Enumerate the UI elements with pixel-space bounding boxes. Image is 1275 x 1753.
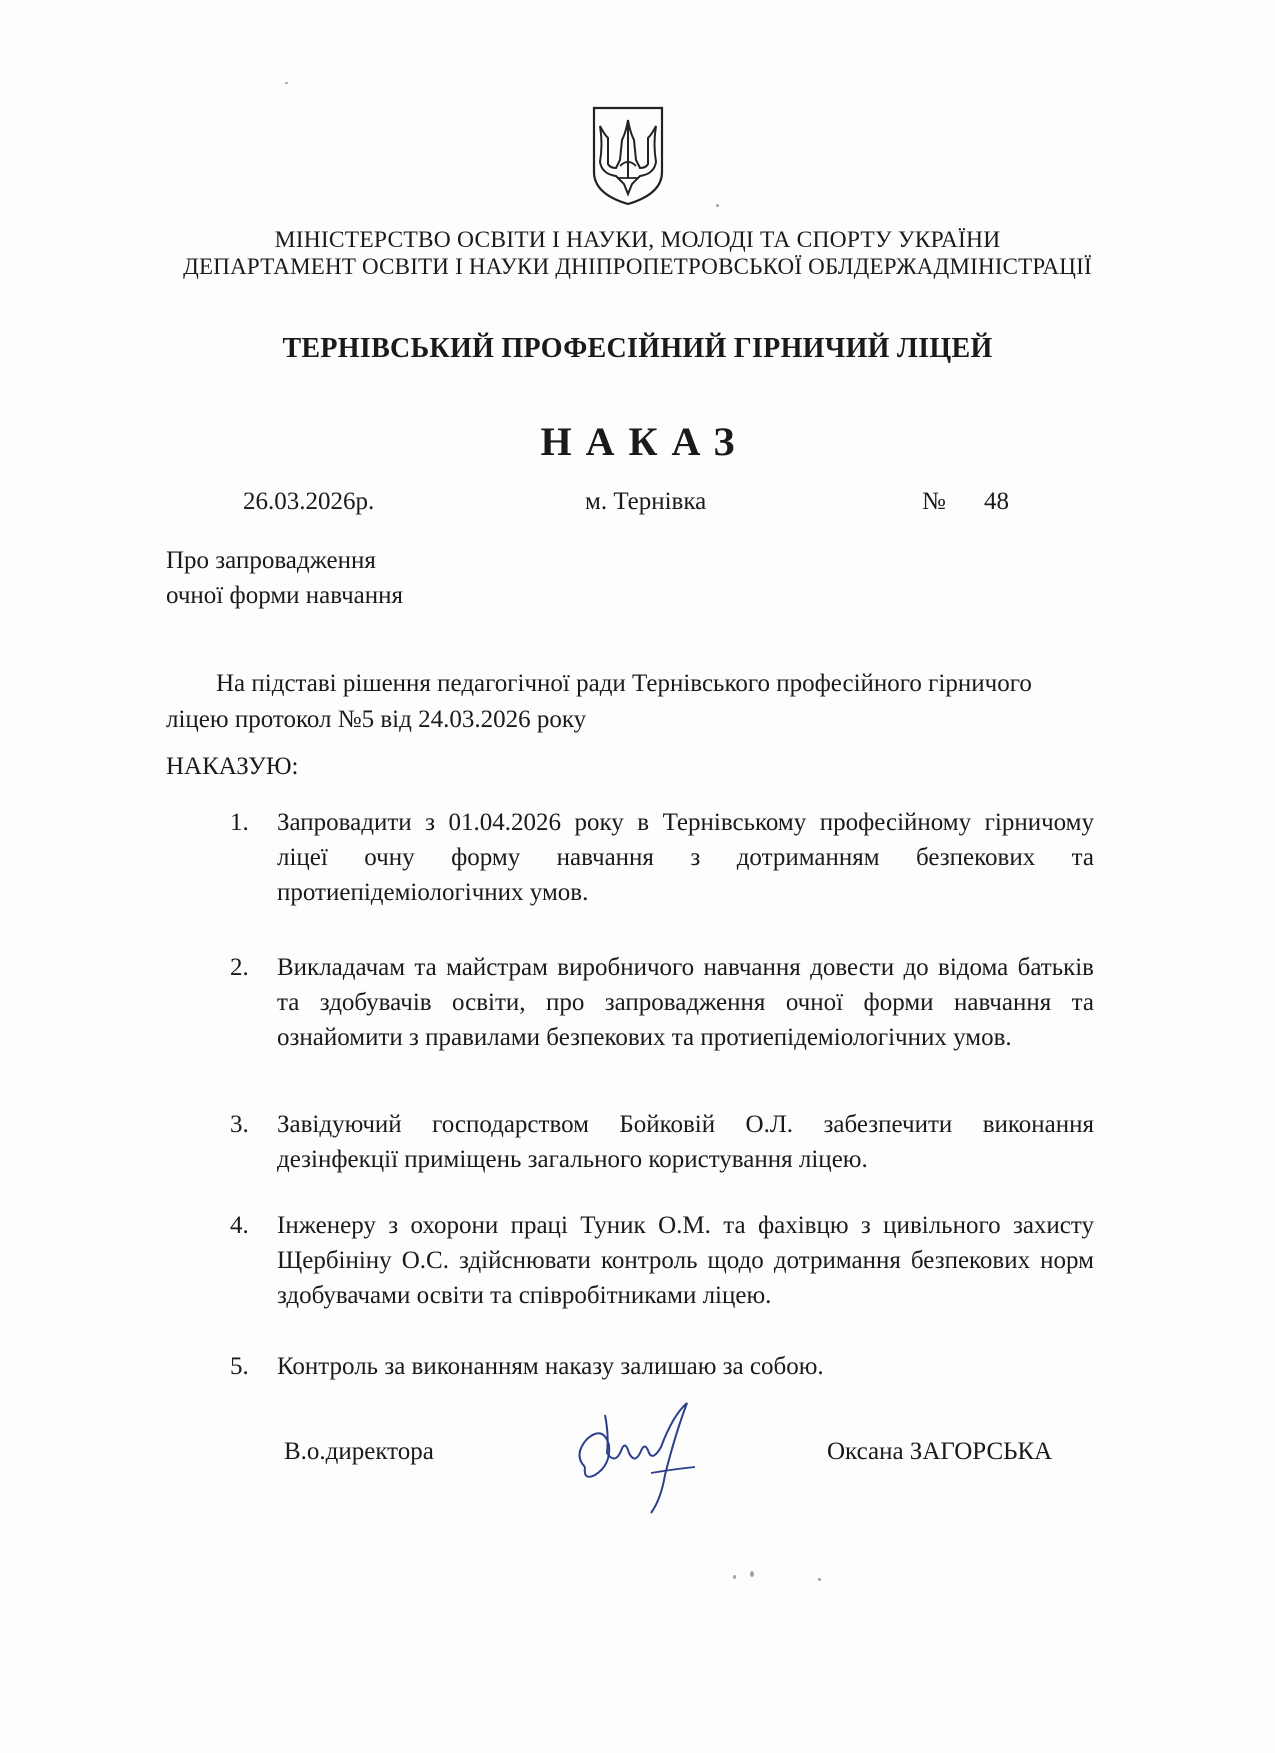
department-title: ДЕПАРТАМЕНТ ОСВІТИ І НАУКИ ДНІПРОПЕТРОВСЬКОЇ ОБЛДЕРЖАДМІНІСТРАЦІЇ <box>183 254 1092 279</box>
scan-speck <box>733 1575 736 1579</box>
signatory-role: В.о.директора <box>284 1438 434 1465</box>
item-number: 4. <box>230 1212 249 1239</box>
order-item <box>230 805 1094 910</box>
order-preamble <box>166 666 1086 738</box>
item-text: Викладачам та майстрам виробничого навчання довести до відома батьків та здобувачів освіти, про запровадження очної форми навчання та ознайомити з правилами безпекових та протиепідеміологічних умов. <box>277 954 1094 1051</box>
handwritten-signature <box>565 1395 715 1515</box>
subject-line-2: очної форми навчання <box>166 582 404 609</box>
item-number: 5. <box>230 1353 249 1380</box>
scan-speck <box>750 1571 754 1577</box>
order-directive-word: НАКАЗУЮ: <box>166 753 299 780</box>
ministry-title: МІНІСТЕРСТВО ОСВІТИ І НАУКИ, МОЛОДІ ТА СПОРТУ УКРАЇНИ <box>274 227 1001 253</box>
order-date: 26.03.2026р. <box>243 488 375 515</box>
order-number: 48 <box>984 488 1009 515</box>
item-text: Завідуючий господарством Бойковій О.Л. забезпечити виконання дезінфекції приміщень загального користування ліцею. <box>277 1111 1094 1173</box>
item-number: 2. <box>230 954 249 981</box>
order-item <box>230 950 1094 1055</box>
scan-speck <box>716 204 719 207</box>
order-item <box>230 1349 1094 1384</box>
item-text: Контроль за виконанням наказу залишаю за собою. <box>277 1353 824 1380</box>
item-number: 3. <box>230 1111 249 1138</box>
scan-speck <box>818 1578 821 1581</box>
order-item <box>230 1107 1094 1177</box>
item-text: Запровадити з 01.04.2026 року в Тернівському професійному гірничому ліцеї очну форму навчання з дотриманням безпекових та протиепідеміологічних умов. <box>277 809 1094 906</box>
order-subject <box>166 543 403 613</box>
order-number-sign: № <box>922 488 946 515</box>
institution-name: ТЕРНІВСЬКИЙ ПРОФЕСІЙНИЙ ГІРНИЧИЙ ЛІЦЕЙ <box>282 333 993 364</box>
item-number: 1. <box>230 809 249 836</box>
item-text: Інженеру з охорони праці Туник О.М. та фахівцю з цивільного захисту Щербініну О.С. здійснювати контроль щодо дотримання безпекових норм здобувачами освіти та співробітниками ліцею. <box>277 1212 1094 1309</box>
subject-line-1: Про запровадження <box>166 547 376 574</box>
signatory-name: Оксана ЗАГОРСЬКА <box>827 1438 1053 1465</box>
preamble-text: На підставі рішення педагогічної ради Тернівського професійного гірничого ліцею протокол №5 від 24.03.2026 року <box>166 670 1032 733</box>
document-type-heading: НАКАЗ <box>540 419 749 464</box>
scan-speck <box>285 82 288 84</box>
order-city: м. Тернівка <box>585 488 707 515</box>
ukraine-trident-emblem-icon <box>590 104 666 208</box>
order-item <box>230 1208 1094 1313</box>
